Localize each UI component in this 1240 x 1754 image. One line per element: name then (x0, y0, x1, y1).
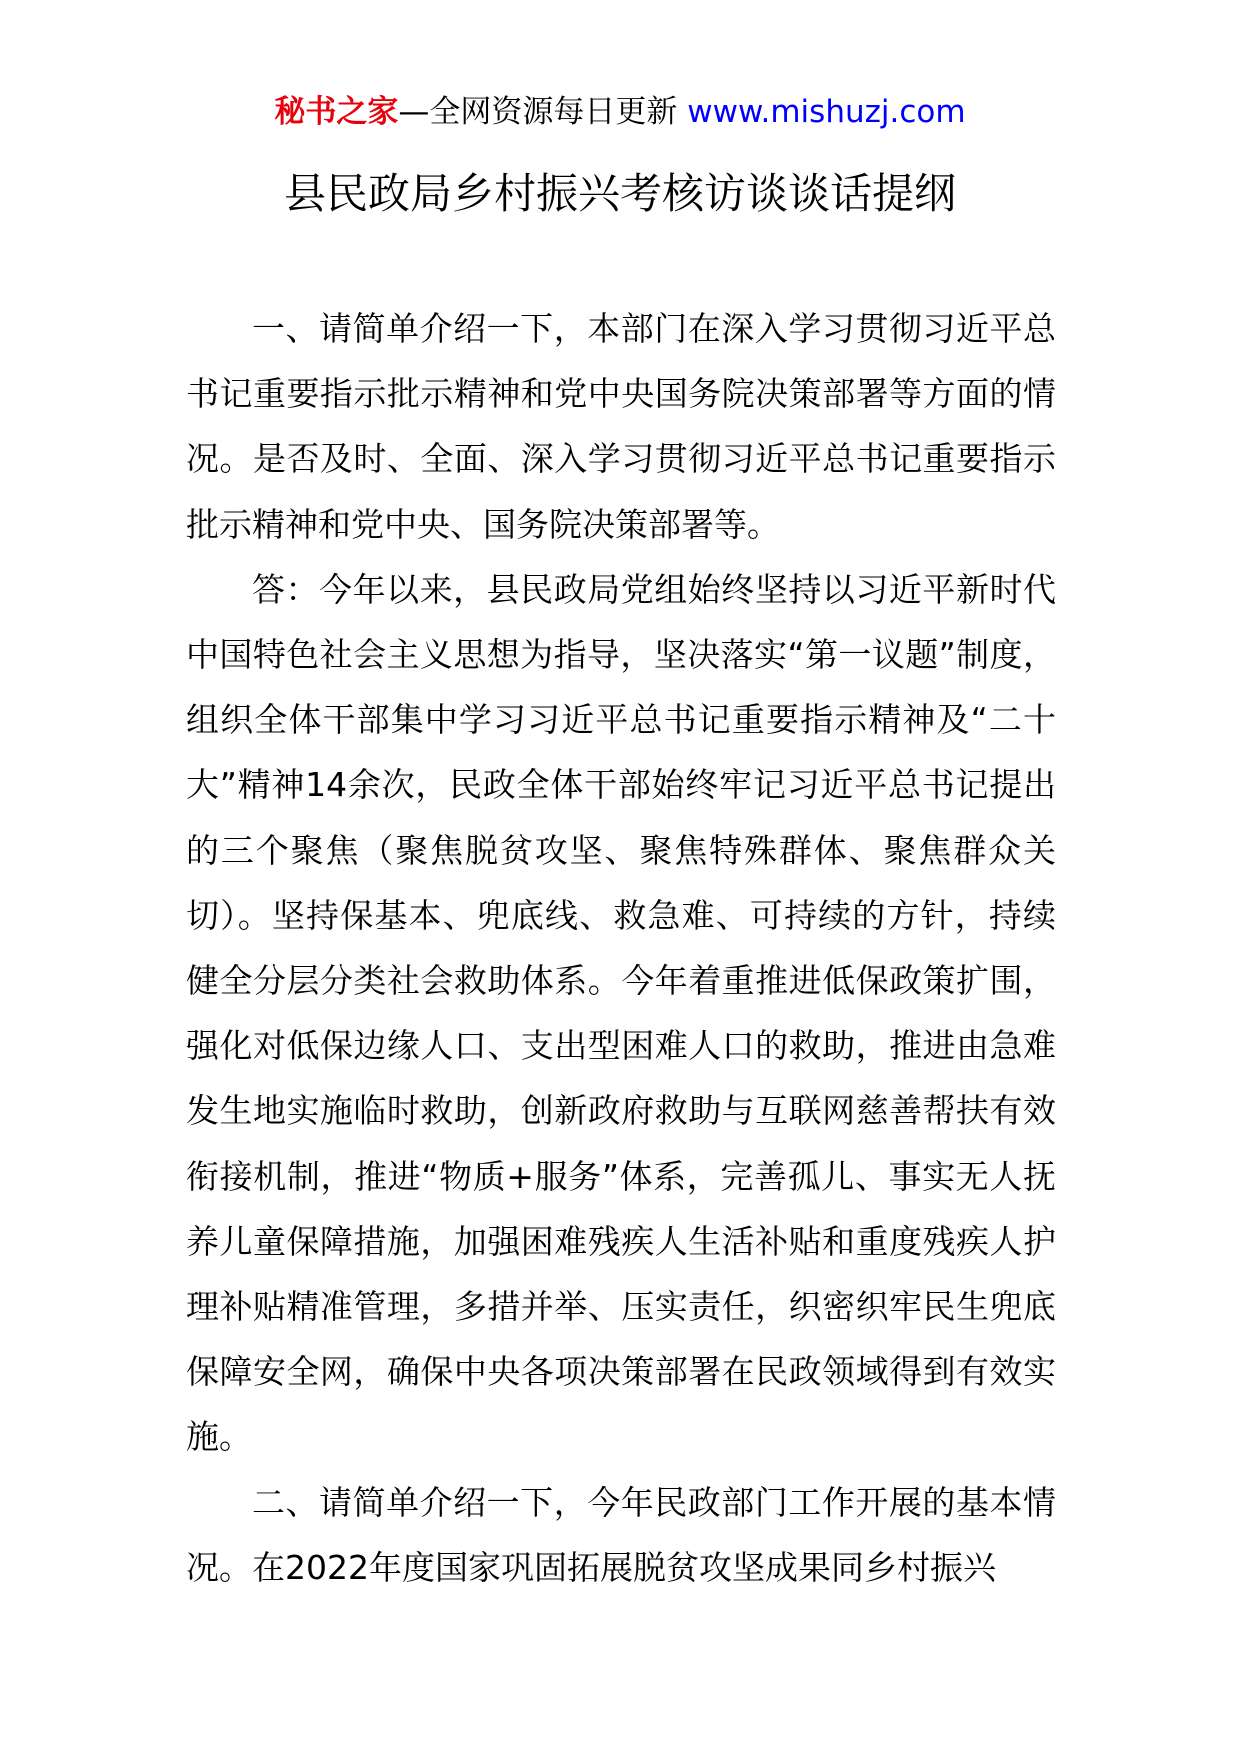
site-url-link[interactable]: www.mishuzj.com (687, 94, 966, 130)
site-header (0, 92, 1240, 132)
paragraph-answer-1: 答：今年以来，县民政局党组始终坚持以习近平新时代中国特色社会主义思想为指导，坚决落实“第一议题”制度，组织全体干部集中学习习近平总书记重要指示精神及“二十大”精神14余次，民政全体干部始终牢记习近平总书记提出的三个聚焦（聚焦脱贫攻坚、聚焦特殊群体、聚焦群众关切）。坚持保基本、兜底线、救急难、可持续的方针，持续健全分层分类社会救助体系。今年着重推进低保政策扩围，强化对低保边缘人口、支出型困难人口的救助，推进由急难发生地实施临时救助，创新政府救助与互联网慈善帮扶有效衔接机制，推进“物质+服务”体系，完善孤儿、事实无人抚养儿童保障措施，加强困难残疾人生活补贴和重度残疾人护理补贴精准管理，多措并举、压实责任，织密织牢民生兜底保障安全网，确保中央各项决策部署在民政领域得到有效实施。 (186, 569, 1056, 1457)
paragraph-question-2: 二、请简单介绍一下，今年民政部门工作开展的基本情况。在2022年度国家巩固拓展脱贫攻坚成果同乡村振兴 (186, 1482, 1056, 1587)
document-body (186, 296, 1056, 1600)
brand-name: 秘书之家 (274, 94, 399, 130)
document-title: 县民政局乡村振兴考核访谈谈话提纲 (283, 169, 956, 218)
paragraph-question-1: 一、请简单介绍一下，本部门在深入学习贯彻习近平总书记重要指示批示精神和党中央国务院决策部署等方面的情况。是否及时、全面、深入学习贯彻习近平总书记重要指示批示精神和党中央、国务院决策部署等。 (186, 309, 1056, 544)
header-tagline: —全网资源每日更新 (398, 94, 678, 130)
